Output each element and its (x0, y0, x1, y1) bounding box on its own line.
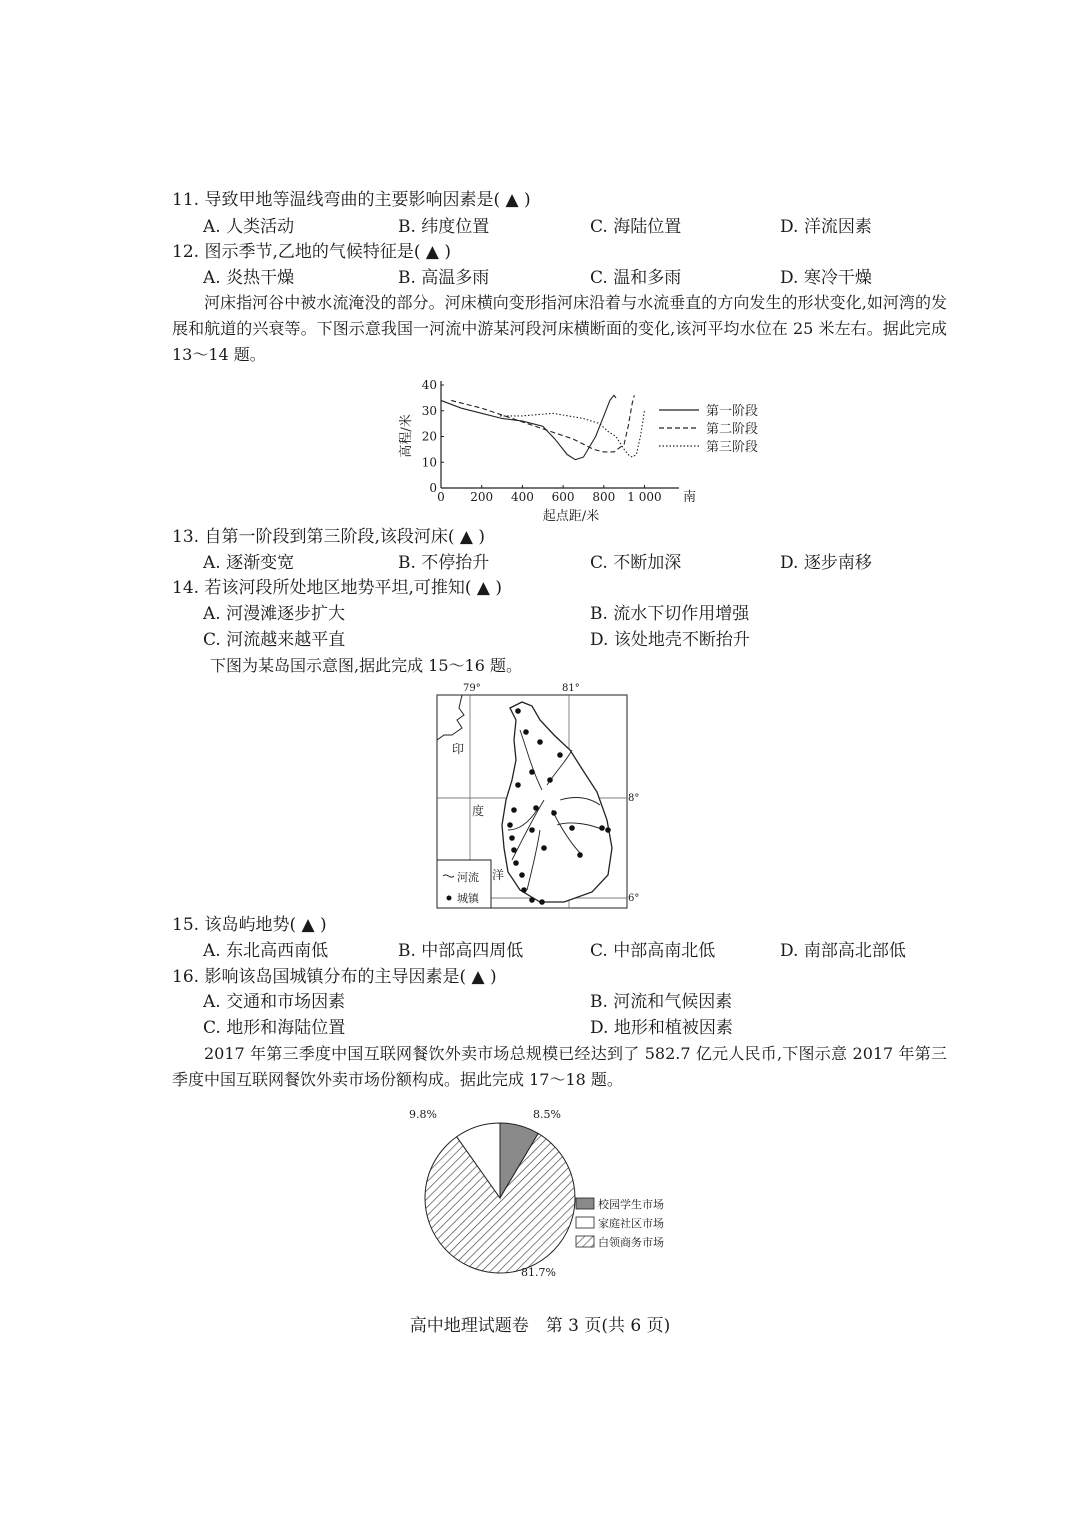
legend-family: 家庭社区市场 (598, 1217, 664, 1230)
q11-option-c: C. 海陆位置 (590, 217, 682, 237)
q16-option-a: A. 交通和市场因素 (203, 992, 346, 1012)
q14-option-d: D. 该处地壳不断抬升 (590, 630, 750, 650)
x-tick-label: 0 (437, 490, 445, 504)
legend-campus: 校园学生市场 (598, 1198, 664, 1211)
x-tick-label: 800 (592, 490, 616, 504)
chart-ylabel: 高程/米 (399, 414, 414, 458)
legend-river: 河流 (457, 871, 479, 884)
q13-stem: 13. 自第一阶段到第三阶段,该段河床( ▲ ) (172, 527, 485, 547)
q14-option-b: B. 流水下切作用增强 (590, 604, 750, 624)
y-tick-label: 20 (421, 429, 437, 444)
x-tick-label: 400 (510, 490, 534, 504)
pie-legend (576, 1197, 664, 1249)
intro-15-16: 下图为某岛国示意图,据此完成 15～16 题。 (210, 656, 522, 675)
q12-option-a: A. 炎热干燥 (203, 268, 295, 288)
y-tick-label: 0 (429, 481, 437, 495)
q13-option-c: C. 不断加深 (590, 553, 682, 573)
map-legend (437, 860, 491, 908)
series-line-stage-2 (451, 395, 634, 452)
ocean-label-3: 洋 (492, 868, 505, 882)
q11-stem: 11. 导致甲地等温线弯曲的主要影响因素是( ▲ ) (172, 190, 531, 210)
q13-option-d: D. 逐步南移 (780, 553, 872, 573)
legend-whitecollar: 白领商务市场 (598, 1236, 664, 1249)
q14-option-a: A. 河漫滩逐步扩大 (203, 604, 346, 624)
intro-17-18: 2017 年第三季度中国互联网餐饮外卖市场总规模已经达到了 582.7 亿元人民币,下图示意 2017 年第三季度中国互联网餐饮外卖市场份额构成。据此完成 17～18 题。 (172, 1044, 947, 1089)
q12-option-c: C. 温和多雨 (590, 268, 682, 288)
pie-label-campus: 8.5% (533, 1108, 561, 1121)
pie-label-family: 9.8% (409, 1108, 437, 1121)
chart-direction-label: 南 (683, 490, 697, 505)
q12-stem: 12. 图示季节,乙地的气候特征是( ▲ ) (172, 242, 451, 262)
q11-option-a: A. 人类活动 (203, 217, 295, 237)
q13-option-a: A. 逐渐变宽 (203, 553, 295, 573)
q16-stem: 16. 影响该岛国城镇分布的主导因素是( ▲ ) (172, 967, 497, 987)
ocean-label-1: 印 (452, 742, 465, 756)
island-map (432, 680, 647, 910)
x-tick-label: 200 (470, 490, 494, 504)
intro-13-14: 河床指河谷中被水流淹没的部分。河床横向变形指河床沿着与水流垂直的方向发生的形状变化,如河湾的发展和航道的兴衰等。下图示意我国一河流中游某河段河床横断面的变化,该河平均水位在 25 米左右。据此完成 13～14 题。 (172, 293, 947, 364)
legend-stage-3: 第三阶段 (706, 440, 759, 455)
label-lat-6: 6° (628, 893, 640, 904)
riverbed-chart (395, 370, 775, 530)
label-lat-8: 8° (628, 793, 640, 804)
q16-option-b: B. 河流和气候因素 (590, 992, 733, 1012)
q11-option-d: D. 洋流因素 (780, 217, 872, 237)
legend-stage-2: 第二阶段 (706, 422, 759, 437)
y-tick-label: 10 (421, 455, 437, 470)
ocean-label-2: 度 (472, 804, 485, 818)
q12-option-d: D. 寒冷干燥 (780, 268, 872, 288)
q15-stem: 15. 该岛屿地势( ▲ ) (172, 915, 327, 935)
q11-option-b: B. 纬度位置 (398, 217, 490, 237)
q16-option-c: C. 地形和海陆位置 (203, 1018, 346, 1038)
q15-option-d: D. 南部高北部低 (780, 941, 906, 961)
chart-xlabel: 起点距/米 (542, 509, 600, 524)
market-share-pie (400, 1098, 700, 1283)
series-line-stage-3 (500, 411, 644, 457)
y-tick-label: 30 (421, 403, 437, 418)
chart-legend (659, 404, 758, 455)
q15-option-c: C. 中部高南北低 (590, 941, 716, 961)
q12-option-b: B. 高温多雨 (398, 268, 490, 288)
q14-stem: 14. 若该河段所处地区地势平坦,可推知( ▲ ) (172, 578, 502, 598)
q15-option-b: B. 中部高四周低 (398, 941, 524, 961)
x-tick-label: 1 000 (627, 490, 662, 504)
q16-option-d: D. 地形和植被因素 (590, 1018, 733, 1038)
label-lon-81: 81° (562, 683, 580, 694)
q13-option-b: B. 不停抬升 (398, 553, 490, 573)
pie-label-whitecollar: 81.7% (521, 1266, 556, 1279)
legend-stage-1: 第一阶段 (706, 404, 759, 419)
q14-option-c: C. 河流越来越平直 (203, 630, 346, 650)
x-tick-label: 600 (551, 490, 575, 504)
q15-option-a: A. 东北高西南低 (203, 941, 329, 961)
y-tick-label: 40 (421, 378, 437, 392)
label-lon-79: 79° (463, 683, 481, 694)
page-footer: 高中地理试题卷 第 3 页(共 6 页) (409, 1316, 671, 1336)
legend-city: 城镇 (457, 892, 479, 905)
